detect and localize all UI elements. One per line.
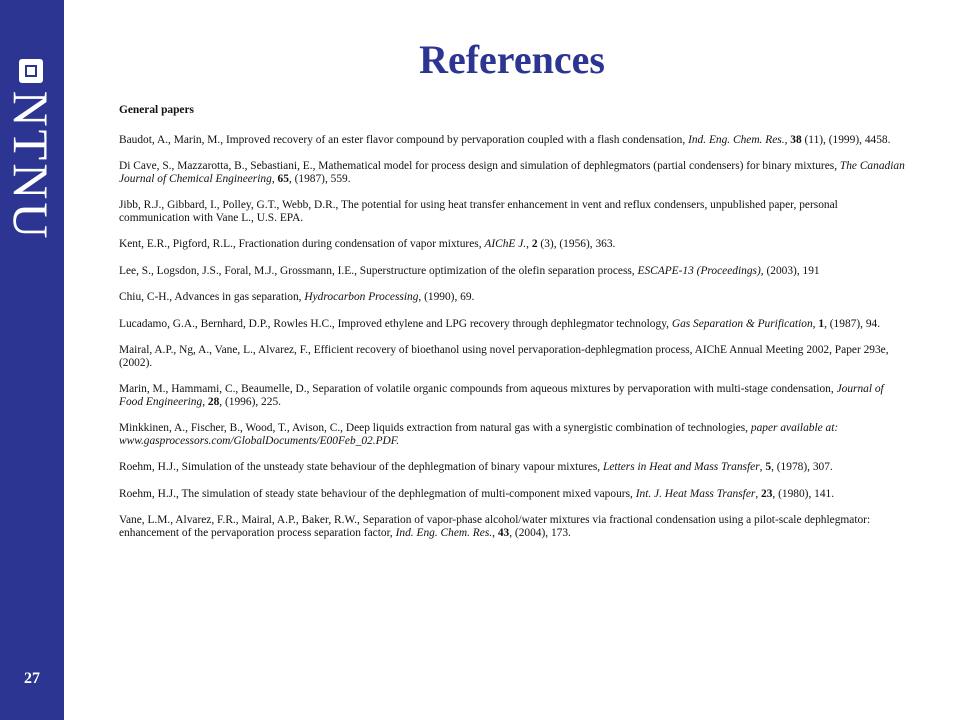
reference-text: Jibb, R.J., Gibbard, I., Polley, G.T., Webb, D.R., The potential for using heat transfer enhancement in vent and reflux condensers, unpublished paper, personal communication with Vane L., U.S. EPA. — [119, 199, 838, 224]
reference-source: Gas Separation & Purification — [671, 317, 813, 330]
reference-text: , — [755, 487, 762, 500]
reference-source: AIChE J. — [484, 238, 527, 250]
reference-text: Chiu, C-H., Advances in gas separation, — [119, 291, 305, 303]
reference-item — [119, 199, 909, 224]
reference-item — [119, 134, 909, 147]
reference-text: , — [812, 317, 819, 330]
reference-text: , (1987), 559. — [288, 172, 351, 185]
reference-item — [119, 344, 909, 369]
reference-volume: 23 — [761, 487, 773, 500]
reference-text: , — [202, 395, 208, 408]
reference-text: (11), (1999), 4458. — [801, 133, 891, 146]
reference-text: , (2003), 191 — [760, 264, 820, 277]
reference-item — [119, 265, 909, 278]
reference-text: , (1980), 141. — [772, 487, 835, 500]
reference-text: Vane, L.M., Alvarez, F.R., Mairal, A.P., Baker, R.W., Separation of vapor-phase alcohol/water mixtures via fractional condensation using a pilot-scale dephlegmator: enhancement of the pervaporation process separation factor, — [119, 514, 871, 539]
reference-source: Hydrocarbon Processing — [304, 291, 419, 303]
reference-item — [119, 488, 909, 501]
reference-item — [119, 422, 909, 447]
reference-text: Kent, E.R., Pigford, R.L., Fractionation during condensation of vapor mixtures, — [119, 238, 485, 250]
reference-volume: 1 — [818, 317, 825, 330]
reference-item — [119, 461, 909, 474]
reference-item — [119, 291, 909, 304]
reference-text: , (1996), 225. — [219, 395, 281, 408]
page-number: 27 — [24, 670, 40, 687]
reference-text: , (1987), 94. — [824, 317, 881, 330]
references-content — [119, 104, 909, 553]
reference-item — [119, 238, 909, 251]
reference-source: Letters in Heat and Mass Transfer — [603, 461, 760, 473]
reference-text: Lee, S., Logsdon, J.S., Foral, M.J., Grossmann, I.E., Superstructure optimization of the olefin separation process, — [119, 264, 638, 277]
reference-source: paper available at: www.gasprocessors.com/GlobalDocuments/E00Feb_02.PDF. — [119, 422, 839, 447]
reference-source: Ind. Eng. Chem. Res. — [395, 526, 493, 539]
reference-volume: 65 — [277, 172, 289, 185]
reference-volume: 5 — [765, 461, 772, 473]
reference-text: (3), (1956), 363. — [537, 238, 616, 250]
reference-text: Minkkinen, A., Fischer, B., Wood, T., Avison, C., Deep liquids extraction from natural gas with a synergistic combination of technologies, — [119, 422, 751, 434]
reference-item — [119, 514, 909, 539]
section-heading: General papers — [119, 104, 194, 116]
reference-text: Lucadamo, G.A., Bernhard, D.P., Rowles H.C., Improved ethylene and LPG recovery through dephlegmator technology, — [119, 317, 672, 330]
reference-list — [119, 134, 909, 540]
reference-item — [119, 318, 909, 331]
reference-volume: 28 — [207, 395, 220, 408]
reference-volume: 2 — [531, 238, 538, 250]
reference-text: , — [271, 172, 278, 185]
reference-text: , — [784, 133, 791, 146]
reference-source: Ind. Eng. Chem. Res. — [688, 133, 785, 146]
reference-text: Roehm, H.J., Simulation of the unsteady state behaviour of the dephlegmation of binary vapour mixtures, — [119, 461, 604, 473]
reference-item — [119, 383, 909, 408]
reference-text: Marin, M., Hammami, C., Beaumelle, D., Separation of volatile organic compounds from aqueous mixtures by pervaporation with multi-stage condensation, — [119, 383, 837, 395]
sidebar — [0, 0, 64, 720]
reference-source: Int. J. Heat Mass Transfer — [635, 487, 756, 500]
page-title: References — [419, 37, 605, 82]
reference-text: Roehm, H.J., The simulation of steady state behaviour of the dephlegmation of multi-component mixed vapours, — [119, 487, 636, 500]
reference-source: The Canadian Journal of Chemical Engineering — [119, 160, 905, 185]
reference-source: ESCAPE-13 (Proceedings) — [637, 264, 761, 277]
reference-item — [119, 160, 909, 185]
reference-text: , (2004), 173. — [509, 526, 571, 539]
reference-text: Baudot, A., Marin, M., Improved recovery of an ester flavor compound by pervaporation coupled with a flash condensation, — [119, 133, 689, 146]
reference-volume: 43 — [497, 526, 510, 539]
reference-text: Di Cave, S., Mazzarotta, B., Sebastiani, E., Mathematical model for process design and simulation of dephlegmators (partial condensers) for binary mixtures, — [119, 160, 840, 172]
reference-text: , (1978), 307. — [771, 461, 833, 473]
reference-source: Journal of Food Engineering — [119, 383, 884, 408]
reference-text: Mairal, A.P., Ng, A., Vane, L., Alvarez, F., Efficient recovery of bioethanol using novel pervaporation-dephlegmation process, AIChE Annual Meeting 2002, Paper 293e, (2002). — [119, 344, 889, 369]
reference-text: , (1990), 69. — [418, 291, 475, 303]
logo-text: NTNU — [3, 90, 59, 242]
reference-volume: 38 — [790, 133, 802, 146]
reference-text: , — [759, 461, 766, 473]
reference-text: , — [526, 238, 532, 250]
reference-text: , — [492, 526, 498, 539]
ntnu-logo-icon — [19, 59, 43, 83]
